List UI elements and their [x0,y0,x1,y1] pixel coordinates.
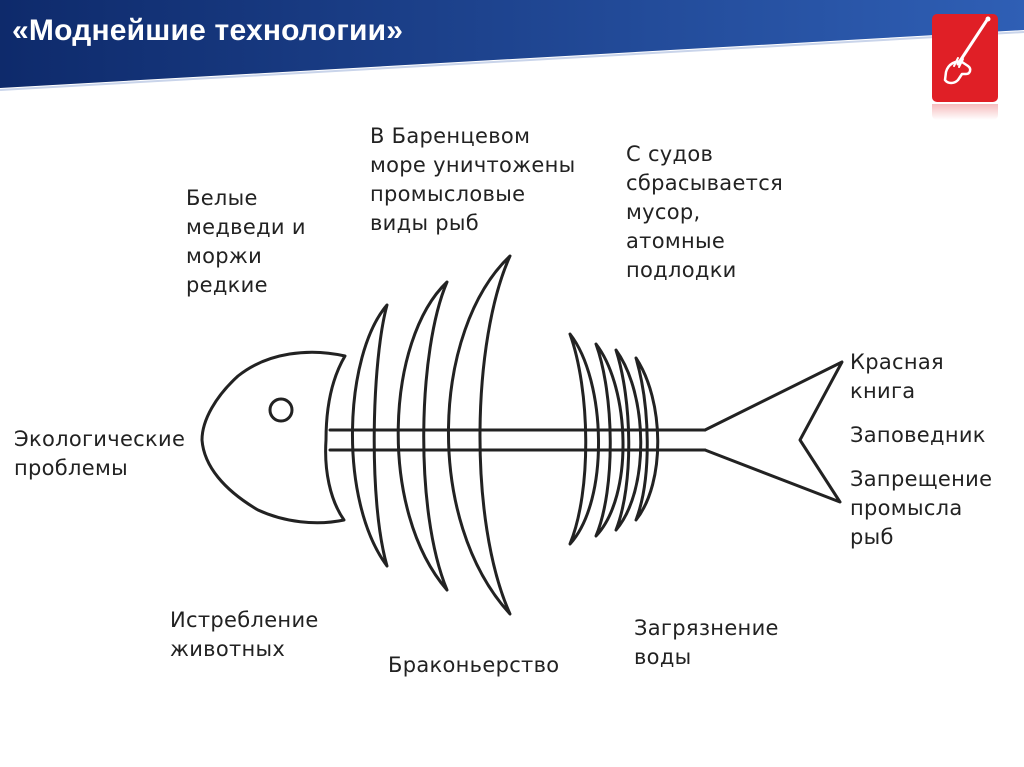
rib-rear-1 [570,334,599,544]
head-label: Экологические проблемы [14,427,186,480]
cause-label-ships: С судов сбрасывается мусор, атомные подлодки [626,142,783,282]
cause-label-pollution: Загрязнение воды [634,616,779,669]
tail-label-red-book: Красная книга [850,350,944,403]
page-title: «Моднейшие технологии» [12,14,404,47]
tail-label-fishing-ban: Запрещение промысла рыб [850,467,993,549]
fish-eye [270,399,292,421]
tail-label-reserve: Заповедник [850,423,986,447]
cause-label-barents: В Баренцевом море уничтожены промысловые виды рыб [370,124,576,235]
cause-label-poaching: Браконьерство [388,653,560,677]
rib-rear-2 [596,344,623,536]
fish-tail [705,362,842,502]
cause-label-extermination: Истребление животных [170,608,319,661]
cause-label-bears: Белые медведи и моржи редкие [186,186,306,297]
rib-front-2 [398,282,447,590]
fish-head [202,352,345,523]
rib-front-3 [448,256,510,614]
rib-front-1 [352,305,387,566]
rib-rear-3 [616,350,641,530]
